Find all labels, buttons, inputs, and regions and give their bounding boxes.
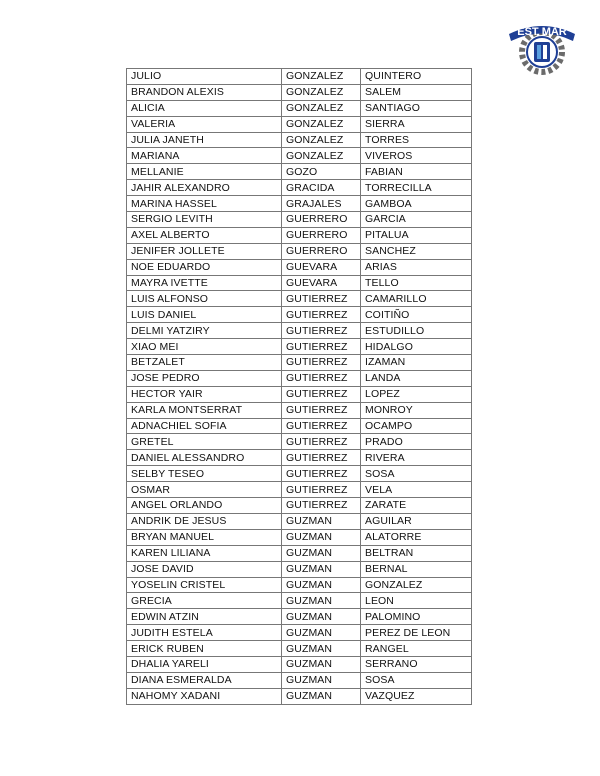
paternal-surname-cell: GUTIERREZ	[282, 370, 361, 386]
table-row	[127, 434, 472, 450]
paternal-surname-cell: GUERRERO	[282, 243, 361, 259]
maternal-surname-cell: GAMBOA	[361, 196, 472, 212]
table-row	[127, 545, 472, 561]
first-name-cell: JUDITH ESTELA	[127, 625, 282, 641]
maternal-surname-cell: GARCIA	[361, 212, 472, 228]
first-name-cell: ADNACHIEL SOFIA	[127, 418, 282, 434]
table-row	[127, 307, 472, 323]
first-name-cell: JOSE PEDRO	[127, 370, 282, 386]
table-row	[127, 561, 472, 577]
first-name-cell: MARINA HASSEL	[127, 196, 282, 212]
table-row	[127, 418, 472, 434]
table-row	[127, 164, 472, 180]
first-name-cell: MELLANIE	[127, 164, 282, 180]
first-name-cell: BRYAN MANUEL	[127, 529, 282, 545]
paternal-surname-cell: GUTIERREZ	[282, 418, 361, 434]
paternal-surname-cell: GRAJALES	[282, 196, 361, 212]
maternal-surname-cell: PITALUA	[361, 227, 472, 243]
maternal-surname-cell: VELA	[361, 482, 472, 498]
maternal-surname-cell: LANDA	[361, 370, 472, 386]
table-row	[127, 132, 472, 148]
first-name-cell: ANDRIK DE JESUS	[127, 513, 282, 529]
table-row	[127, 355, 472, 371]
maternal-surname-cell: VIVEROS	[361, 148, 472, 164]
estmar-logo-icon	[503, 14, 581, 78]
first-name-cell: ERICK RUBEN	[127, 641, 282, 657]
table-row	[127, 84, 472, 100]
paternal-surname-cell: GONZALEZ	[282, 100, 361, 116]
maternal-surname-cell: HIDALGO	[361, 339, 472, 355]
maternal-surname-cell: ALATORRE	[361, 529, 472, 545]
first-name-cell: OSMAR	[127, 482, 282, 498]
first-name-cell: XIAO MEI	[127, 339, 282, 355]
maternal-surname-cell: SANTIAGO	[361, 100, 472, 116]
paternal-surname-cell: GUTIERREZ	[282, 386, 361, 402]
paternal-surname-cell: GOZO	[282, 164, 361, 180]
table-row	[127, 688, 472, 704]
maternal-surname-cell: CAMARILLO	[361, 291, 472, 307]
paternal-surname-cell: GUZMAN	[282, 545, 361, 561]
maternal-surname-cell: TORRES	[361, 132, 472, 148]
first-name-cell: LUIS ALFONSO	[127, 291, 282, 307]
table-row	[127, 656, 472, 672]
maternal-surname-cell: ARIAS	[361, 259, 472, 275]
first-name-cell: DELMI YATZIRY	[127, 323, 282, 339]
first-name-cell: KARLA MONTSERRAT	[127, 402, 282, 418]
first-name-cell: HECTOR YAIR	[127, 386, 282, 402]
table-row	[127, 100, 472, 116]
table-row	[127, 370, 472, 386]
paternal-surname-cell: GUZMAN	[282, 577, 361, 593]
maternal-surname-cell: ESTUDILLO	[361, 323, 472, 339]
maternal-surname-cell: PALOMINO	[361, 609, 472, 625]
maternal-surname-cell: SANCHEZ	[361, 243, 472, 259]
maternal-surname-cell: BERNAL	[361, 561, 472, 577]
table-row	[127, 291, 472, 307]
paternal-surname-cell: GUZMAN	[282, 625, 361, 641]
paternal-surname-cell: GUTIERREZ	[282, 402, 361, 418]
paternal-surname-cell: GUTIERREZ	[282, 355, 361, 371]
paternal-surname-cell: GUERRERO	[282, 227, 361, 243]
first-name-cell: SERGIO LEVITH	[127, 212, 282, 228]
table-row	[127, 69, 472, 85]
school-logo	[503, 14, 581, 78]
maternal-surname-cell: BELTRAN	[361, 545, 472, 561]
maternal-surname-cell: SOSA	[361, 672, 472, 688]
maternal-surname-cell: LOPEZ	[361, 386, 472, 402]
paternal-surname-cell: GUZMAN	[282, 672, 361, 688]
paternal-surname-cell: GONZALEZ	[282, 148, 361, 164]
paternal-surname-cell: GUTIERREZ	[282, 323, 361, 339]
paternal-surname-cell: GUTIERREZ	[282, 466, 361, 482]
table-row	[127, 323, 472, 339]
table-row	[127, 180, 472, 196]
paternal-surname-cell: GUTIERREZ	[282, 434, 361, 450]
table-row	[127, 148, 472, 164]
table-row	[127, 243, 472, 259]
table-row	[127, 227, 472, 243]
first-name-cell: DANIEL ALESSANDRO	[127, 450, 282, 466]
first-name-cell: GRECIA	[127, 593, 282, 609]
paternal-surname-cell: GUTIERREZ	[282, 450, 361, 466]
table-row	[127, 498, 472, 514]
maternal-surname-cell: TORRECILLA	[361, 180, 472, 196]
first-name-cell: AXEL ALBERTO	[127, 227, 282, 243]
first-name-cell: SELBY TESEO	[127, 466, 282, 482]
first-name-cell: JULIO	[127, 69, 282, 85]
maternal-surname-cell: IZAMAN	[361, 355, 472, 371]
first-name-cell: EDWIN ATZIN	[127, 609, 282, 625]
first-name-cell: JAHIR ALEXANDRO	[127, 180, 282, 196]
paternal-surname-cell: GUZMAN	[282, 513, 361, 529]
maternal-surname-cell: SERRANO	[361, 656, 472, 672]
paternal-surname-cell: GUERRERO	[282, 212, 361, 228]
table-row	[127, 196, 472, 212]
paternal-surname-cell: GUZMAN	[282, 593, 361, 609]
table-row	[127, 466, 472, 482]
first-name-cell: NOE EDUARDO	[127, 259, 282, 275]
table-row	[127, 386, 472, 402]
table-row	[127, 672, 472, 688]
paternal-surname-cell: GUTIERREZ	[282, 339, 361, 355]
first-name-cell: MARIANA	[127, 148, 282, 164]
paternal-surname-cell: GONZALEZ	[282, 132, 361, 148]
maternal-surname-cell: LEON	[361, 593, 472, 609]
table-row	[127, 513, 472, 529]
maternal-surname-cell: PEREZ DE LEON	[361, 625, 472, 641]
table-row	[127, 259, 472, 275]
paternal-surname-cell: GONZALEZ	[282, 116, 361, 132]
table-row	[127, 577, 472, 593]
paternal-surname-cell: GONZALEZ	[282, 84, 361, 100]
first-name-cell: LUIS DANIEL	[127, 307, 282, 323]
first-name-cell: ANGEL ORLANDO	[127, 498, 282, 514]
first-name-cell: JOSE DAVID	[127, 561, 282, 577]
maternal-surname-cell: AGUILAR	[361, 513, 472, 529]
table-row	[127, 593, 472, 609]
paternal-surname-cell: GUZMAN	[282, 609, 361, 625]
first-name-cell: GRETEL	[127, 434, 282, 450]
first-name-cell: BETZALET	[127, 355, 282, 371]
maternal-surname-cell: MONROY	[361, 402, 472, 418]
table-row	[127, 482, 472, 498]
first-name-cell: MAYRA IVETTE	[127, 275, 282, 291]
table-row	[127, 275, 472, 291]
student-roster-table	[126, 68, 472, 705]
maternal-surname-cell: FABIAN	[361, 164, 472, 180]
table-row	[127, 450, 472, 466]
table-row	[127, 529, 472, 545]
paternal-surname-cell: GUTIERREZ	[282, 482, 361, 498]
paternal-surname-cell: GRACIDA	[282, 180, 361, 196]
paternal-surname-cell: GUTIERREZ	[282, 498, 361, 514]
maternal-surname-cell: SOSA	[361, 466, 472, 482]
maternal-surname-cell: VAZQUEZ	[361, 688, 472, 704]
paternal-surname-cell: GUTIERREZ	[282, 291, 361, 307]
first-name-cell: JENIFER JOLLETE	[127, 243, 282, 259]
table-row	[127, 609, 472, 625]
paternal-surname-cell: GUZMAN	[282, 641, 361, 657]
table-row	[127, 339, 472, 355]
paternal-surname-cell: GUZMAN	[282, 529, 361, 545]
table-row	[127, 625, 472, 641]
paternal-surname-cell: GUEVARA	[282, 275, 361, 291]
first-name-cell: ALICIA	[127, 100, 282, 116]
table-row	[127, 641, 472, 657]
maternal-surname-cell: OCAMPO	[361, 418, 472, 434]
maternal-surname-cell: ZARATE	[361, 498, 472, 514]
table-row	[127, 116, 472, 132]
maternal-surname-cell: TELLO	[361, 275, 472, 291]
maternal-surname-cell: SIERRA	[361, 116, 472, 132]
paternal-surname-cell: GUEVARA	[282, 259, 361, 275]
maternal-surname-cell: QUINTERO	[361, 69, 472, 85]
maternal-surname-cell: SALEM	[361, 84, 472, 100]
table-row	[127, 212, 472, 228]
maternal-surname-cell: RANGEL	[361, 641, 472, 657]
maternal-surname-cell: RIVERA	[361, 450, 472, 466]
paternal-surname-cell: GUTIERREZ	[282, 307, 361, 323]
paternal-surname-cell: GUZMAN	[282, 656, 361, 672]
first-name-cell: DIANA ESMERALDA	[127, 672, 282, 688]
maternal-surname-cell: PRADO	[361, 434, 472, 450]
paternal-surname-cell: GUZMAN	[282, 561, 361, 577]
paternal-surname-cell: GONZALEZ	[282, 69, 361, 85]
paternal-surname-cell: GUZMAN	[282, 688, 361, 704]
first-name-cell: NAHOMY XADANI	[127, 688, 282, 704]
first-name-cell: KAREN LILIANA	[127, 545, 282, 561]
first-name-cell: BRANDON ALEXIS	[127, 84, 282, 100]
first-name-cell: VALERIA	[127, 116, 282, 132]
maternal-surname-cell: GONZALEZ	[361, 577, 472, 593]
table-row	[127, 402, 472, 418]
first-name-cell: JULIA JANETH	[127, 132, 282, 148]
maternal-surname-cell: COITIÑO	[361, 307, 472, 323]
first-name-cell: DHALIA YARELI	[127, 656, 282, 672]
first-name-cell: YOSELIN CRISTEL	[127, 577, 282, 593]
svg-text:EST MAR: EST MAR	[517, 26, 567, 38]
